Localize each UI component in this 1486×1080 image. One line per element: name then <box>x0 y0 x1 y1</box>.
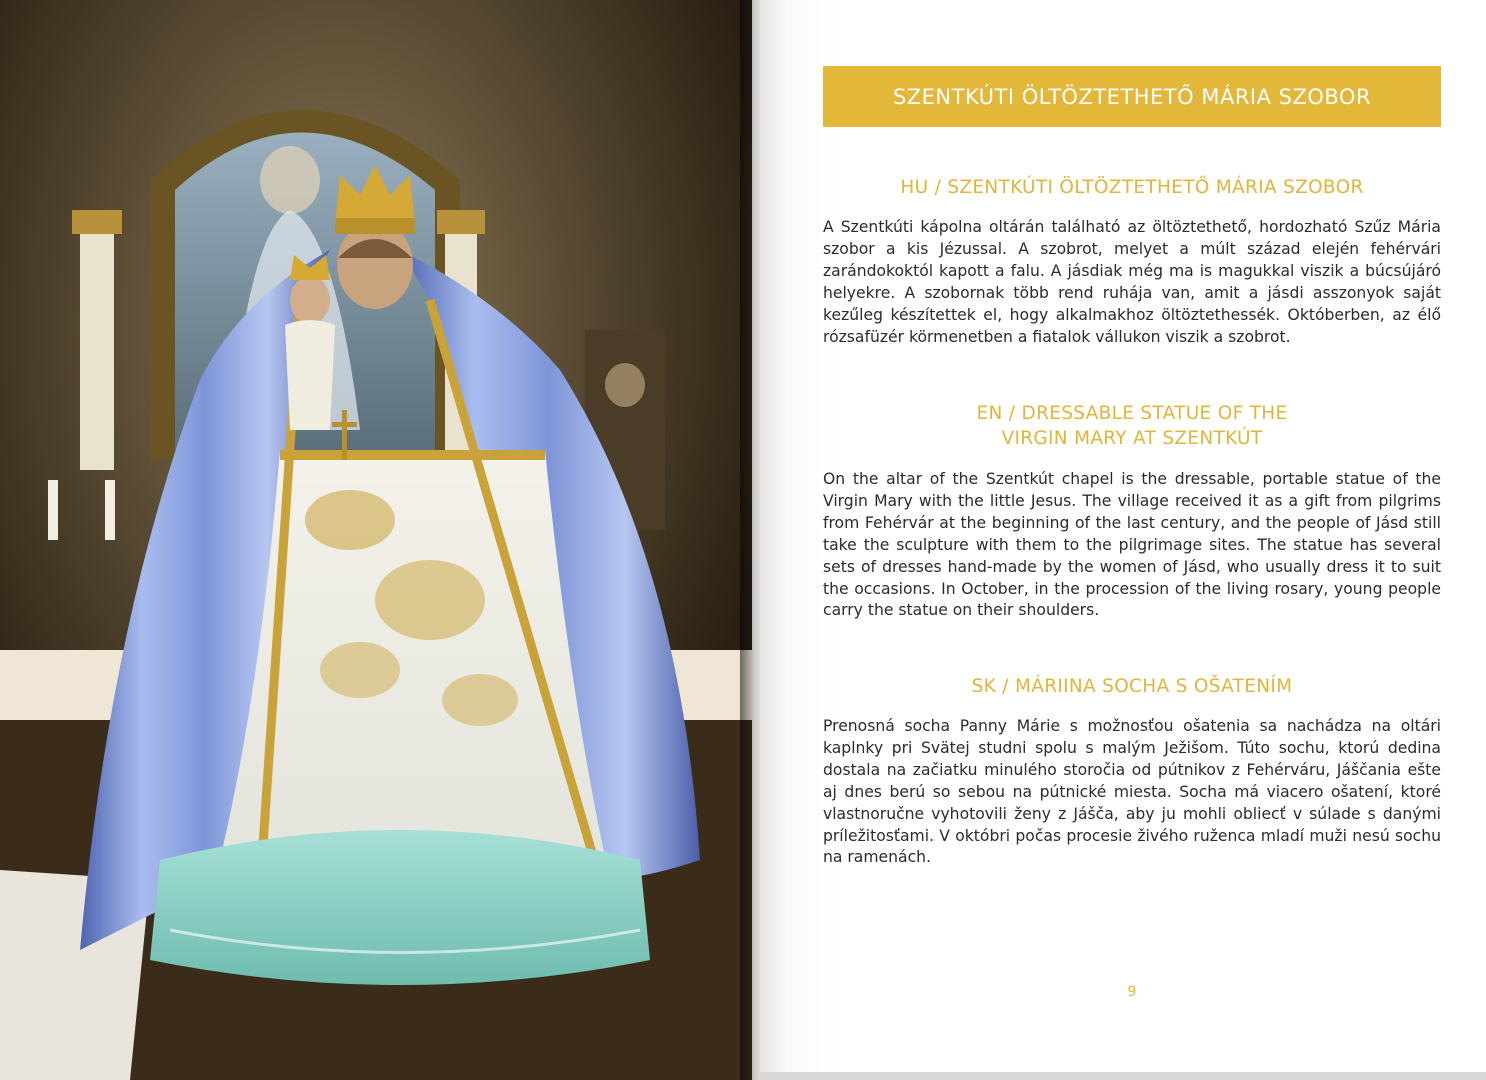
heading-line: SK / MÁRIINA SOCHA S OŠATENÍM <box>971 676 1293 697</box>
heading-line: HU / SZENTKÚTI ÖLTÖZTETHETŐ MÁRIA SZOBOR <box>900 177 1364 198</box>
section-heading-sk <box>823 674 1441 699</box>
section-heading-en <box>823 401 1441 451</box>
section-body-en: On the altar of the Szentkút chapel is the dressable, portable statue of the Virgin Mary with the little Jesus. The village received it as a gift from pilgrims from Fehérvár at the beginning of the last century, and the people of Jásd still take the sculpture with them to the pilgrimage sites. The statue has several sets of dresses hand-made by the women of Jásd, who usually dress it to suit the occasions. In October, in the procession of the living rosary, young people carry the statue on their shoulders. <box>823 470 1441 620</box>
section-body-sk: Prenosná socha Panny Márie s možnosťou ošatenia sa nachádza na oltári kaplnky pri Svätej studni spolu s malým Ježišom. Túto sochu, ktorú dedina dostala na začiatku minulého storočia od pútnikov z Fehérváru, Jáščania ešte aj dnes berú so sebou na pútnické miesta. Socha má viacero ošatení, ktoré vlastnoručne vyhotovili ženy z Jášča, aby ju mohli obliecť v súlade s danými príležitosťami. V októbri počas procesie živého ruženca mladí muži nesú sochu na ramenách. <box>823 717 1441 867</box>
section-body-hu: A Szentkúti kápolna oltárán található az öltöztethető, hordozható Szűz Mária szobor a kis Jézussal. A szobrot, melyet a múlt század elején fehérvári zarándokoktól kapott a falu. A jásdiak még ma is magukkal viszik a búcsújáró helyekre. A szobornak több rend ruhája van, amit a jásdi asszonyok saját kezűleg készítettek el, hogy alkalmakhoz öltöztethessék. Októberben, az élő rózsafüzér körmenetben a fiatalok vállukon viszik a szobrot. <box>823 218 1441 346</box>
section-heading-hu <box>823 175 1441 200</box>
heading-line: EN / DRESSABLE STATUE OF THE <box>976 403 1288 424</box>
page-number: 9 <box>1127 984 1137 1000</box>
page-title: SZENTKÚTI ÖLTÖZTETHETŐ MÁRIA SZOBOR <box>892 84 1372 109</box>
heading-line: VIRGIN MARY AT SZENTKÚT <box>1001 428 1263 449</box>
page-bottom-edge <box>760 1072 1486 1080</box>
title-banner <box>823 66 1441 127</box>
